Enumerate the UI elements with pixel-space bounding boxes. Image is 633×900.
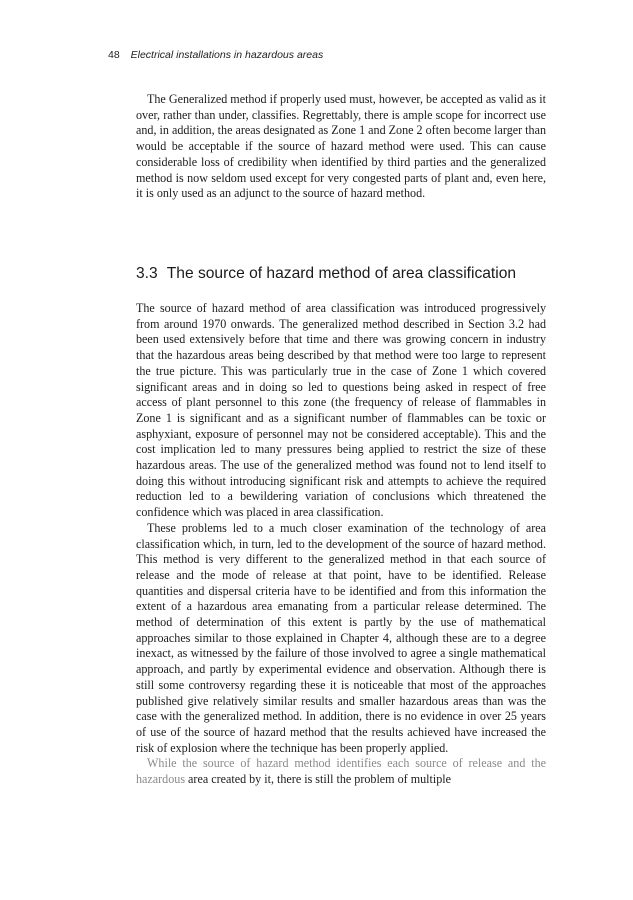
running-head — [108, 49, 548, 61]
paragraph-3-faded-lead: While the source of hazard method identifies each source of release and the hazardous — [136, 756, 546, 787]
paragraph-2: These problems led to a much closer examination of the technology of area classification which, in turn, led to the development of the source of hazard method. This method is very different to the generalized method in that each source of release and the mode of release at that point, have to be identified. Release quantities and dispersal criteria have to be identified and from this information the extent of a hazardous area emanating from a particular release determined. The method of determination of this extent is partly by the use of mathematical approaches similar to those explained in Chapter 4, although these are to a degree inexact, as witnessed by the failure of those involved to agree a single mathematical approach, and partly by experimental evidence and observation. Although there is still some controversy regarding these it is noticeable that most of the approaches published give relatively similar results and smaller hazardous areas than was the case with the generalized method. In addition, there is no evidence in over 25 years of use of the source of hazard method that the results achieved have increased the risk of explosion where the technique has been properly applied. — [136, 520, 546, 755]
book-title: Electrical installations in hazardous areas — [130, 49, 324, 61]
paragraph-3 — [136, 756, 546, 787]
page-number: 48 — [108, 49, 120, 61]
section-number: 3.3 — [136, 265, 158, 282]
section-heading — [136, 264, 556, 284]
section-body — [136, 301, 546, 788]
section-title: The source of hazard method of area classification — [166, 265, 517, 282]
paragraph-3-text: area created by it, there is still the problem of multiple — [185, 772, 452, 787]
intro-paragraph: The Generalized method if properly used must, however, be accepted as valid as it over, rather than under, classifies. Regrettably, there is ample scope for incorrect use and, in addition, the areas designated as Zone 1 and Zone 2 often become larger than would be acceptable if the source of hazard method were used. This can cause considerable loss of credibility when identified by third parties and the generalized method is now seldom used except for very congested parts of plant and, even here, it is only used as an adjunct to the source of hazard method. — [136, 92, 546, 201]
paragraph-1: The source of hazard method of area classification was introduced progressively from around 1970 onwards. The generalized method described in Section 3.2 had been used extensively before that time and there was growing concern in industry that the hazardous areas being described by that method were too large to represent the true picture. This was particularly true in the case of Zone 1 which covered significant areas and in doing so led to questions being asked in respect of free access of plant personnel to this zone (the frequency of release of flammables in Zone 1 is significant and as a significant number of flammables can be toxic or asphyxiant, exposure of personnel may not be considered acceptable). This and the cost implication led to many pressures being applied to restrict the size of these hazardous areas. The use of the generalized method was found not to lend itself to doing this without introducing significant risk and attempts to achieve the required reduction led to a bewildering variation of conclusions which threatened the confidence which was placed in area classification. — [136, 301, 546, 520]
intro-paragraph-block — [136, 92, 546, 202]
